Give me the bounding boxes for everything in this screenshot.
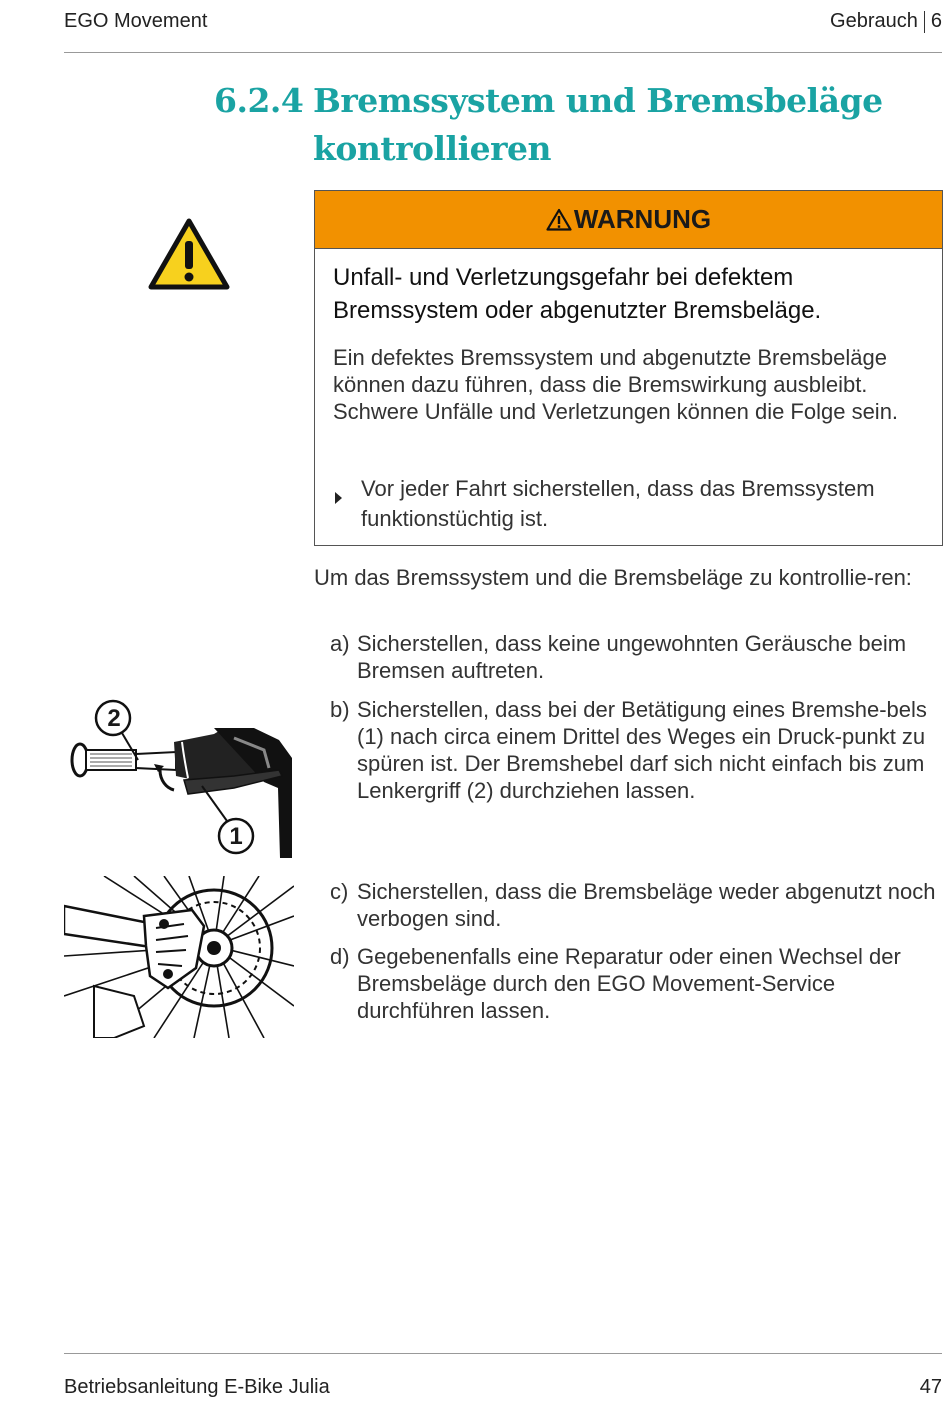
disc-brake-illustration xyxy=(64,876,294,1038)
callout-2-label: 2 xyxy=(107,705,121,732)
list-item-label: c) xyxy=(330,879,349,904)
section-title xyxy=(313,77,913,173)
warning-triangle-icon xyxy=(147,217,231,291)
warning-step-text: Vor jeder Fahrt sicherstellen, dass das Bremssystem funktionstüchtig ist. xyxy=(361,476,875,531)
list-item-label: b) xyxy=(330,697,350,722)
footer-document-title: Betriebsanleitung E-Bike Julia xyxy=(64,1376,330,1398)
header-section-name: Gebrauch xyxy=(830,10,918,32)
section-title-line2: kontrollieren xyxy=(313,129,551,168)
list-item xyxy=(330,630,942,684)
list-item-text: Sicherstellen, dass die Bremsbeläge weder abgenutzt noch verbogen sind. xyxy=(357,879,936,931)
footer-page-number: 47 xyxy=(919,1376,942,1398)
warning-body: Ein defektes Bremssystem und abgenutzte Bremsbeläge können dazu führen, dass die Bremswirkung ausbleibt. Schwere Unfälle und Verletzungen können die Folge sein. xyxy=(333,345,899,424)
list-item-text: Gegebenenfalls eine Reparatur oder einen Wechsel der Bremsbeläge durch den EGO Movement-Service durchführen lassen. xyxy=(357,944,901,1023)
header-chapter-number: 6 xyxy=(930,10,942,32)
warning-label: WARNUNG xyxy=(573,204,712,234)
section-title-line1: Bremssystem und Bremsbeläge xyxy=(313,81,883,120)
step-arrow-icon xyxy=(333,474,361,534)
section-number: 6.2.4 xyxy=(214,81,304,120)
header-section xyxy=(830,10,942,33)
header-brand: EGO Movement xyxy=(64,10,208,32)
intro-text: Um das Bremssystem und die Bremsbeläge zu kontrollie-ren: xyxy=(314,565,912,590)
list-item-text: Sicherstellen, dass keine ungewohnten Geräusche beim Bremsen auftreten. xyxy=(357,631,907,683)
callout-1-label: 1 xyxy=(229,823,243,850)
list-item xyxy=(330,943,942,1024)
footer-rule xyxy=(64,1353,942,1354)
warning-header xyxy=(315,191,942,249)
header-rule xyxy=(64,52,942,53)
list-item xyxy=(330,696,942,804)
brake-lever-illustration xyxy=(64,698,294,858)
list-item xyxy=(330,878,942,932)
warning-small-icon xyxy=(546,208,572,231)
warning-step xyxy=(333,474,933,534)
warning-title: Unfall- und Verletzungsgefahr bei defektem Bremssystem oder abgenutzter Bremsbeläge. xyxy=(333,264,822,324)
list-item-label: d) xyxy=(330,944,350,969)
warning-box xyxy=(314,190,943,546)
list-item-text: Sicherstellen, dass bei der Betätigung eines Bremshe-bels (1) nach circa einem Drittel des Weges ein Druck-punkt zu spüren ist. Der Bremshebel darf sich nicht einfach bis zum Lenkergriff (2) durchziehen lassen. xyxy=(357,697,927,803)
header-divider xyxy=(924,11,925,33)
list-item-label: a) xyxy=(330,631,350,656)
